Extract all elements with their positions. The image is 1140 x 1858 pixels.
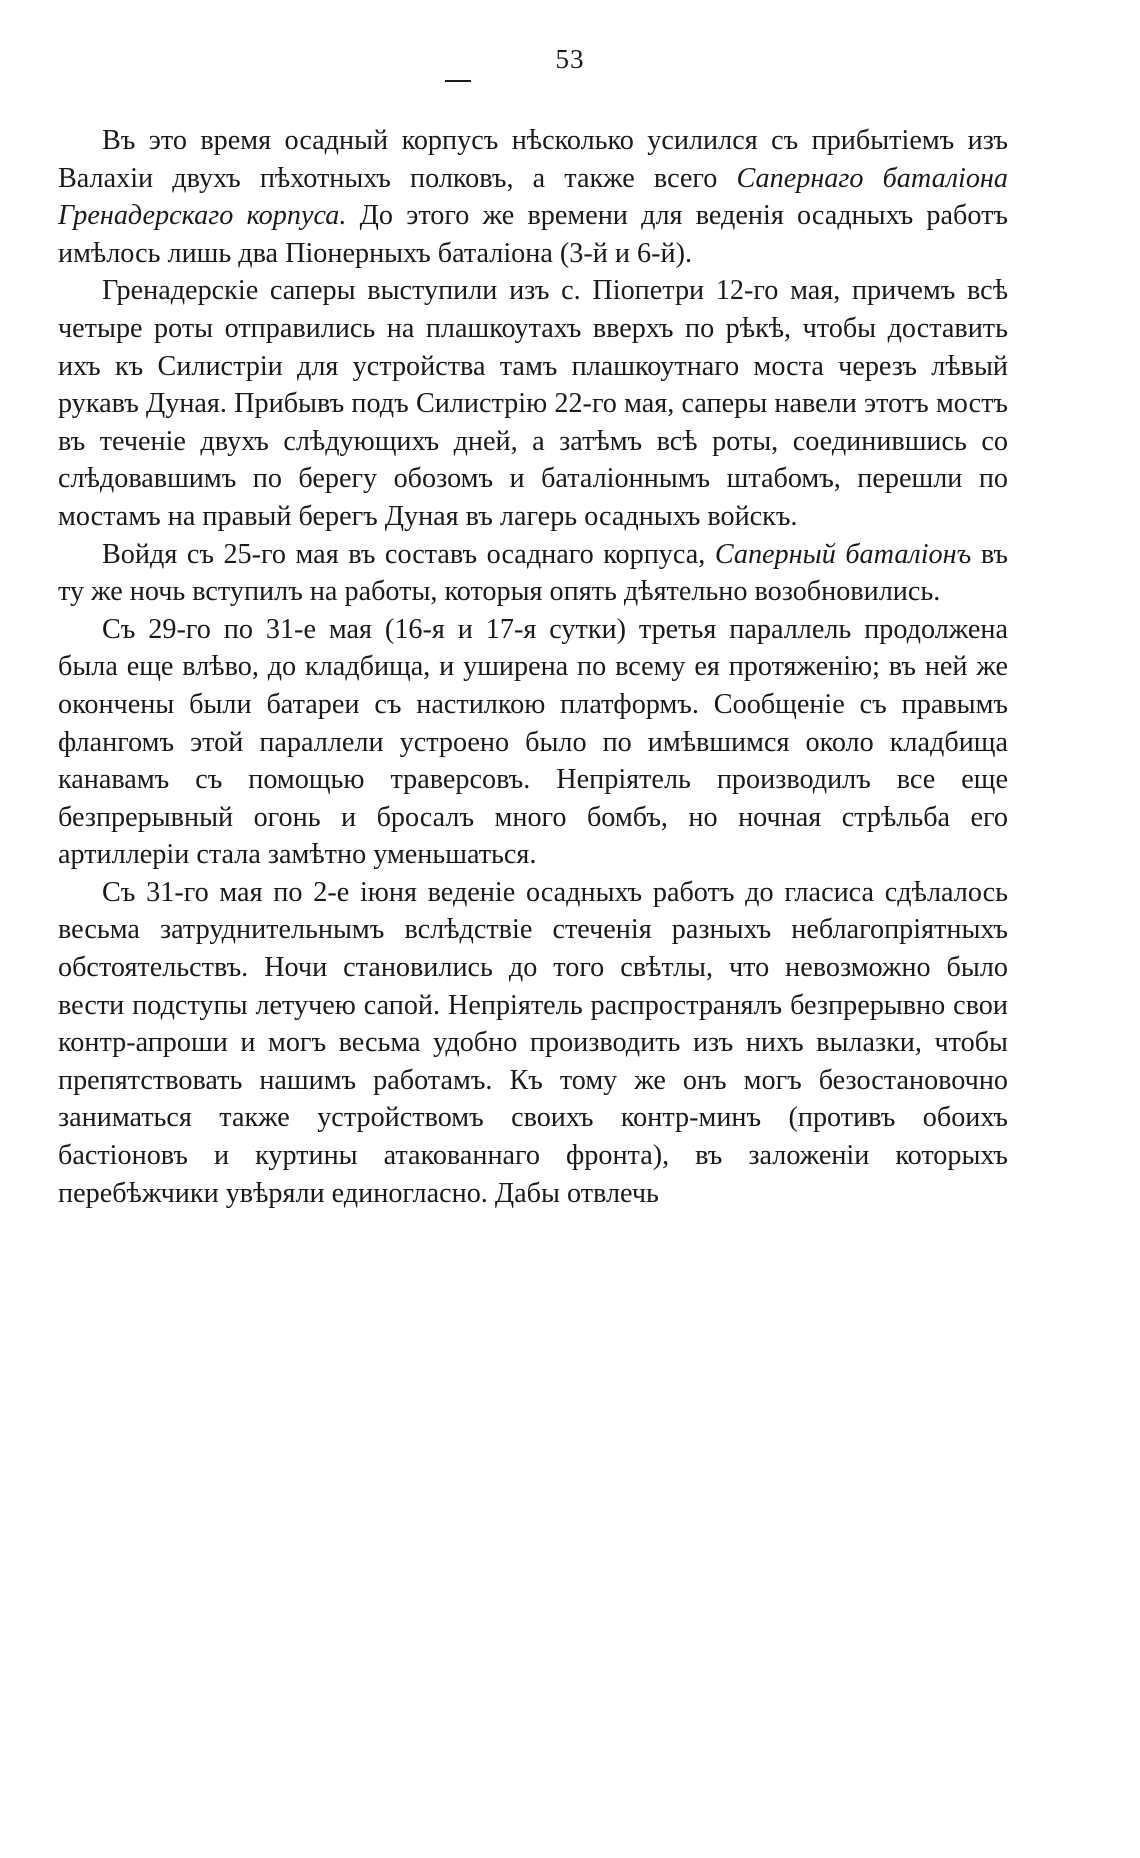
text-segment: Гренадерскіе саперы выступили изъ с. Піопетри 12-го мая, причемъ всѣ четыре роты отправились на плашкоутахъ вверхъ по рѣкѣ, чтобы доставить ихъ къ Силистріи для устройства тамъ плашкоутнаго моста черезъ лѣвый рукавъ Дуная. Прибывъ подъ Силистрію 22-го мая, саперы навели этотъ мостъ въ теченіе двухъ слѣдующихъ дней, а затѣмъ всѣ роты, соединившись со слѣдовавшимъ по берегу обозомъ и баталіоннымъ штабомъ, перешли по мостамъ на правый берегъ Дуная въ лагерь осадныхъ войскъ.: [58, 275, 1008, 532]
text-segment: Войдя съ 25-го мая въ составъ осаднаго корпуса,: [102, 538, 715, 570]
text-segment: Въ это время осадный корпусъ нѣсколько усилился съ прибытіемъ изъ Валахіи двухъ пѣхотныхъ полковъ, а также всего: [58, 125, 1008, 194]
italic-segment: Саперный баталіонъ: [714, 538, 972, 570]
paragraph-2: [58, 272, 1008, 535]
text-segment: До этого же времени для веденія осадныхъ работъ имѣлось лишь два Піонерныхъ баталіона (3-й и 6-й).: [58, 200, 1008, 269]
paragraph-1: [58, 122, 1008, 272]
paragraph-4: [58, 611, 1008, 874]
text-segment: въ ту же ночь вступилъ на работы, которыя опять дѣятельно возобновились.: [58, 538, 1008, 608]
text-segment: Съ 31-го мая по 2-е іюня веденіе осадныхъ работъ до гласиса сдѣлалось весьма затруднительнымъ вслѣдствіе стеченія разныхъ неблагопріятныхъ обстоятельствъ. Ночи становились до того свѣтлы, что невозможно было вести подступы летучею сапой. Непріятель распространялъ безпрерывно свои контр-апроши и могъ весьма удобно производить изъ нихъ вылазки, чтобы препятствовать нашимъ работамъ. Къ тому же онъ могъ безостановочно заниматься также устройствомъ своихъ контр-минъ (противъ обоихъ бастіоновъ и куртины атакованнаго фронта), въ заложеніи которыхъ перебѣжчики увѣряли единогласно. Дабы отвлечь: [58, 876, 1008, 1209]
text-segment: Съ 29-го по 31-е мая (16-я и 17-я сутки) третья параллель продолжена была еще влѣво, до кладбища, и уширена по всему ея протяженію; въ ней же окончены были батареи съ настилкою платформъ. Сообщеніе съ правымъ флангомъ этой параллели устроено было по имѣвшимся около кладбища канавамъ съ помощью траверсовъ. Непріятель производилъ все еще безпрерывный огонь и бросалъ много бомбъ, но ночная стрѣльба его артиллеріи стала замѣтно уменьшаться.: [58, 613, 1008, 871]
paragraph-3: [58, 536, 1008, 611]
italic-segment: Сапернаго баталіона Гренадерскаго корпуса.: [58, 162, 1008, 232]
header-rule: [445, 80, 471, 82]
body-text: [58, 122, 1008, 1212]
paragraph-5: [58, 874, 1008, 1212]
page-number: 53: [555, 44, 585, 74]
